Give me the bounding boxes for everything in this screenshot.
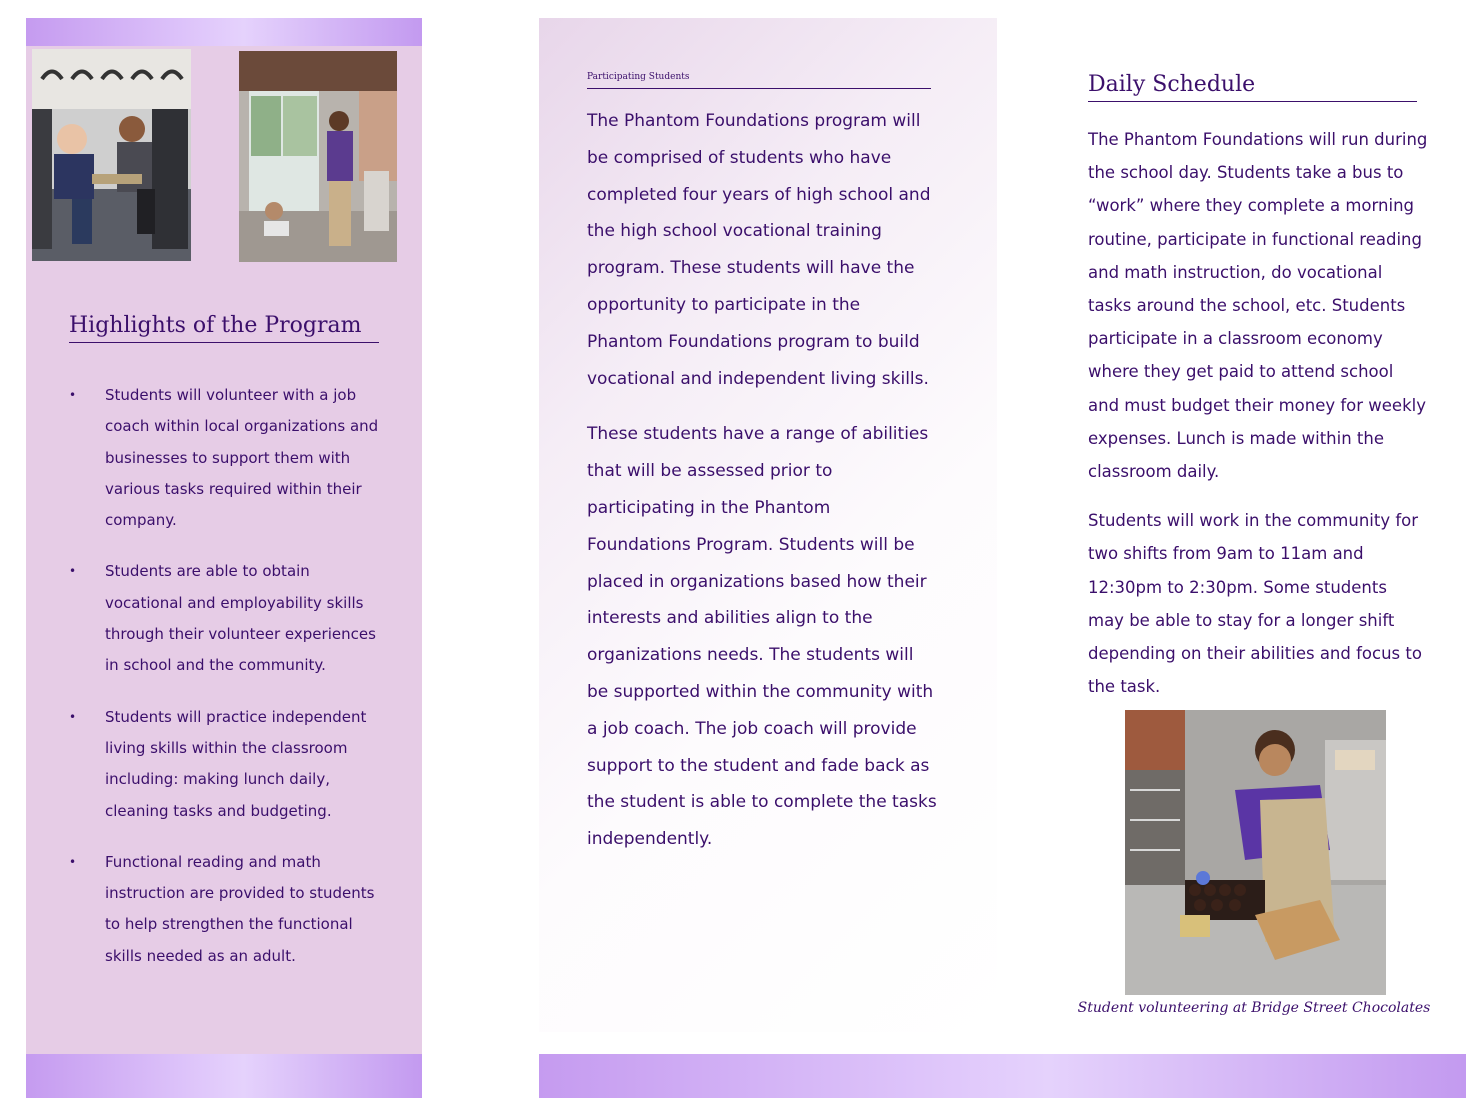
bullet: • [69, 388, 77, 402]
left-bottom-bar [26, 1054, 422, 1098]
list-item [69, 847, 389, 972]
right-text [1088, 123, 1428, 703]
highlights-heading: Highlights of the Program [69, 313, 379, 343]
left-top-bar [26, 18, 422, 46]
paragraph: The Phantom Foundations will run during the school day. Students take a bus to “work” where they complete a morning routine, participate in functional reading and math instruction, do vocational tasks around the school, etc. Students participate in a classroom economy where they get paid to attend school and must budget their money for weekly expenses. Lunch is made within the classroom daily. [1088, 130, 1428, 482]
highlight-text: Students will practice independent living skills within the classroom including: making lunch daily, cleaning tasks and budgeting. [105, 707, 367, 820]
middle-text [587, 103, 937, 858]
photo-caption: Student volunteering at Bridge Street Chocolates [1077, 1000, 1431, 1016]
right-bottom-bar [539, 1054, 1466, 1098]
highlight-text: Functional reading and math instruction are provided to students to help strengthen the functional skills needed as an adult. [105, 852, 375, 965]
list-item [69, 556, 389, 681]
daily-schedule-heading: Daily Schedule [1088, 72, 1417, 102]
bullet: • [69, 709, 77, 724]
bullet: • [69, 564, 77, 579]
participating-students-caption: Participating Students [587, 72, 931, 89]
list-item [69, 380, 389, 536]
gym-photo [32, 49, 191, 261]
paragraph: These students have a range of abilities that will be assessed prior to participating in the Phantom Foundations Program. Students will be placed in organizations based how their interests and abilities align to the organizations needs. The students will be supported within the community with a job coach. The job coach will provide support to the student and fade back as the student is able to complete the tasks independently. [587, 424, 937, 850]
list-item [69, 702, 389, 827]
highlight-text: Students are able to obtain vocational and employability skills through their volunteer experiences in school and the community. [105, 562, 376, 675]
paragraph: Students will work in the community for two shifts from 9am to 11am and 12:30pm to 2:30pm. Some students may be able to stay for a longer shift depending on their abilities and focus to the task. [1088, 511, 1422, 697]
highlight-text: Students will volunteer with a job coach within local organizations and businesses to support them with various tasks required within their company. [105, 386, 379, 530]
bullet: • [69, 854, 77, 869]
paragraph: The Phantom Foundations program will be comprised of students who have completed four years of high school and the high school vocational training program. These students will have the opportunity to participate in the Phantom Foundations program to build vocational and independent living skills. [587, 111, 931, 389]
chocolate-kitchen-photo [1125, 710, 1386, 995]
highlights-list [69, 380, 389, 992]
hallway-photo [239, 51, 397, 262]
